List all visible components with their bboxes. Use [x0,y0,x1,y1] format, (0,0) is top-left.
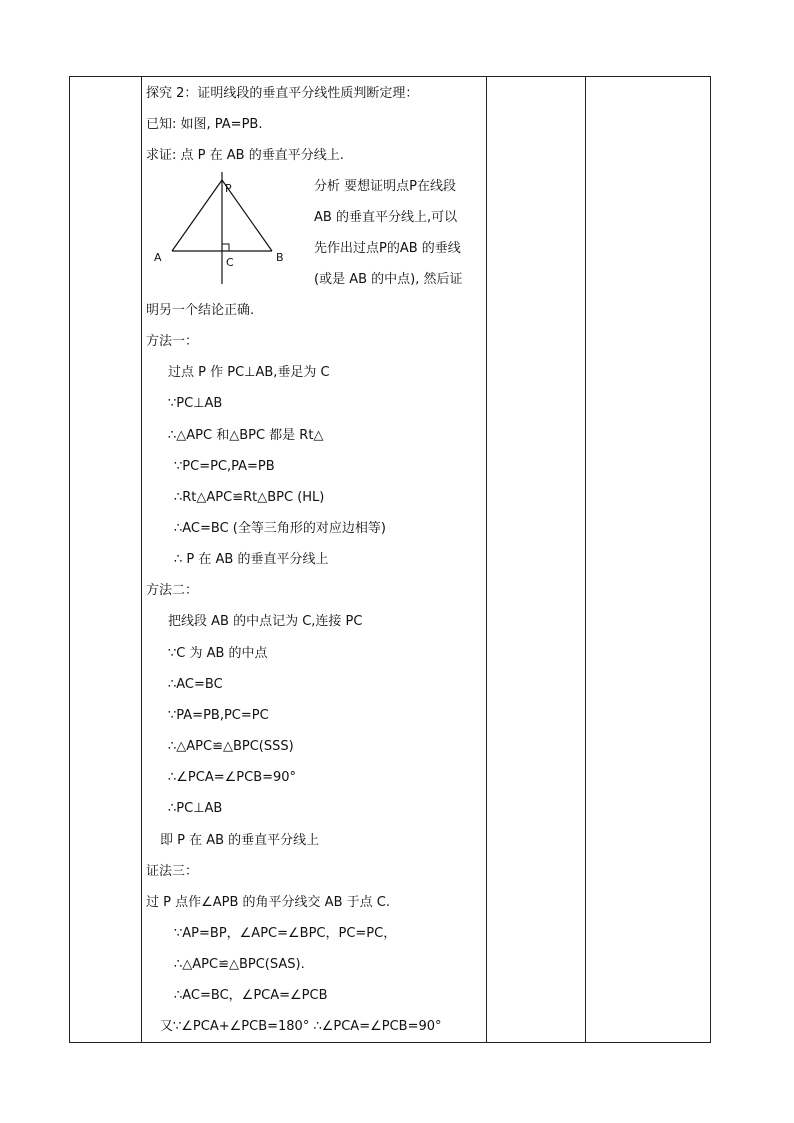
text-line: ∴Rt△APC≌Rt△BPC (HL) [174,490,325,505]
text-line: 过 P 点作∠APB 的角平分线交 AB 于点 C. [146,895,390,910]
column-divider [486,77,487,1042]
section-heading: 方法二： [146,583,199,598]
analysis-text: 先作出过点P的AB 的垂线 [314,241,461,256]
text-line: 又∵∠PCA+∠PCB=180° ∴∠PCA=∠PCB=90° [160,1019,442,1034]
text-line: ∵AP=BP，∠APC=∠BPC，PC=PC， [174,926,397,941]
geometry-figure [150,170,290,290]
label-b: B [276,251,284,264]
text-line: ∴PC⊥AB [168,801,223,816]
text-line: 已知: 如图, PA=PB. [146,117,263,132]
text-line: ∴AC=BC (全等三角形的对应边相等) [174,521,386,536]
segment-pa [172,180,222,251]
text-line: 明另一个结论正确. [146,303,255,318]
text-line: ∴∠PCA=∠PCB=90° [168,770,297,785]
section-heading: 证法三： [146,864,199,879]
analysis-text: AB 的垂直平分线上,可以 [314,210,458,225]
label-p: P [225,182,232,195]
right-angle-mark [222,244,229,251]
text-line: ∴△APC≌△BPC(SSS) [168,739,294,754]
section-heading: 方法一： [146,334,199,349]
text-line: ∵PC⊥AB [168,396,223,411]
text-line: 求证: 点 P 在 AB 的垂直平分线上. [146,148,344,163]
label-a: A [154,251,162,264]
label-c: C [226,256,234,269]
text-line: ∴AC=BC，∠PCA=∠PCB [174,988,328,1003]
text-line: 即 P 在 AB 的垂直平分线上 [160,833,320,848]
text-line: ∴AC=BC [168,677,223,692]
text-line: ∵C 为 AB 的中点 [168,646,268,661]
text-line: ∵PC=PC,PA=PB [174,459,275,474]
column-divider [585,77,586,1042]
analysis-text: 分析 要想证明点P在线段 [314,179,456,194]
text-line: ∴△APC 和△BPC 都是 Rt△ [168,428,324,443]
text-line: 探究 2：证明线段的垂直平分线性质判断定理： [146,86,419,101]
text-line: ∴△APC≌△BPC(SAS). [174,957,305,972]
text-line: ∴ P 在 AB 的垂直平分线上 [174,552,329,567]
column-divider [141,77,142,1042]
text-line: 过点 P 作 PC⊥AB,垂足为 C [168,365,330,380]
analysis-text: (或是 AB 的中点), 然后证 [314,272,463,287]
text-line: 把线段 AB 的中点记为 C,连接 PC [168,614,363,629]
text-line: ∵PA=PB,PC=PC [168,708,269,723]
